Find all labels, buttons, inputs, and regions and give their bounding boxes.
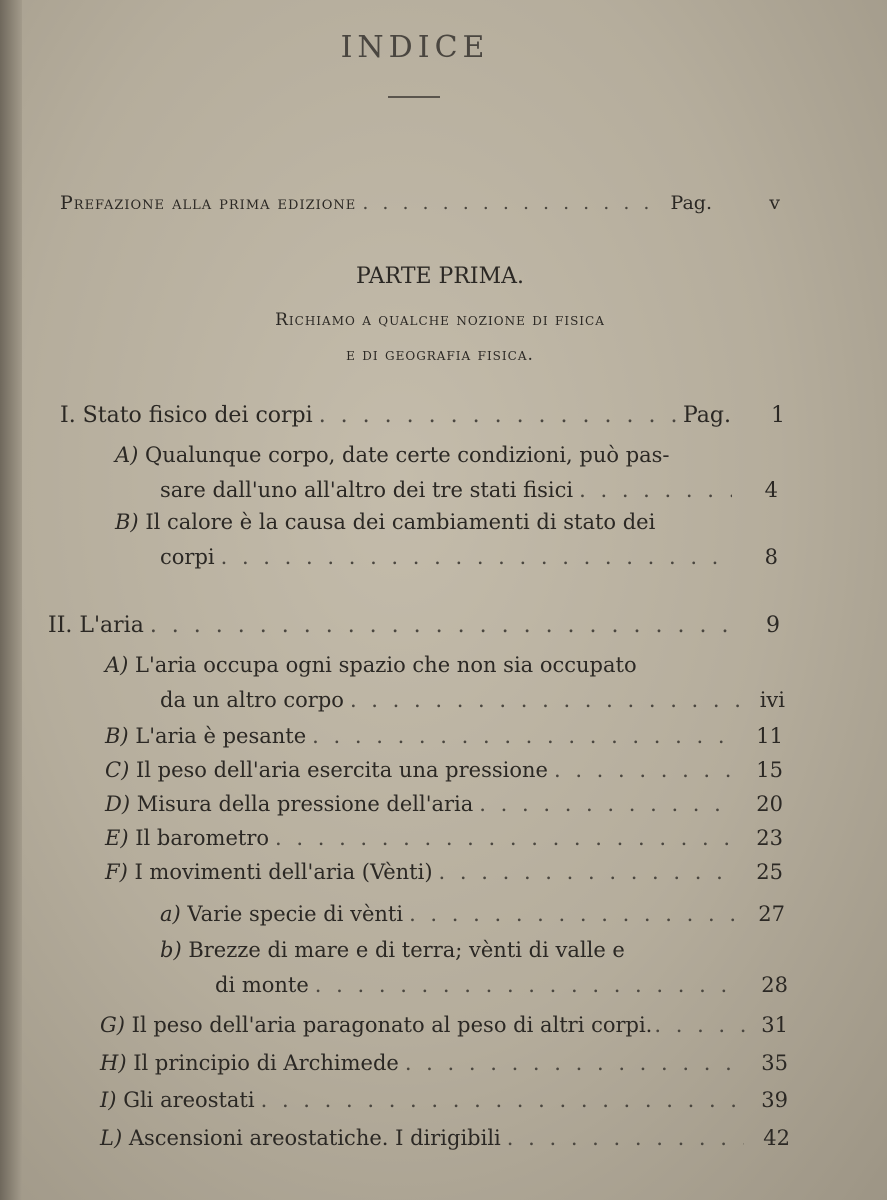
entry-letter: F) (105, 860, 128, 884)
entry-letter: H) (100, 1051, 127, 1075)
toc-entry (100, 1126, 790, 1150)
entry-label: Brezze di mare e di terra; vènti di valle e (188, 938, 625, 962)
entry-letter: A) (105, 653, 129, 677)
page-edge (0, 0, 22, 1200)
leader-dots (654, 1013, 746, 1037)
leader-dots (319, 403, 677, 428)
entry-label: Misura della pressione dell'aria (136, 792, 474, 816)
entry-label: II. L'aria (48, 613, 144, 638)
toc-entry (105, 758, 783, 782)
leader-dots (150, 613, 734, 638)
entry-letter: B) (115, 510, 139, 534)
entry-label: Il barometro (135, 826, 270, 850)
entry-label: I. Stato fisico dei corpi (60, 403, 313, 428)
toc-chapter-1 (60, 403, 785, 428)
entry-label: Il peso dell'aria esercita una pressione (135, 758, 548, 782)
toc-entry (105, 826, 783, 850)
entry-letter: D) (105, 792, 131, 816)
entry-label: da un altro corpo (160, 688, 344, 712)
leader-dots (312, 724, 737, 748)
page-number: 4 (764, 478, 778, 502)
part-subtitle-1: Richiamo a qualche nozione di fisica (275, 310, 605, 330)
leader-dots (275, 826, 737, 850)
page-number: 9 (766, 613, 780, 638)
toc-entry (100, 1088, 788, 1112)
leader-dots (439, 860, 737, 884)
toc-entry (115, 443, 670, 467)
entry-letter: A) (115, 443, 139, 467)
page-number: 1 (771, 403, 785, 428)
leader-dots (409, 902, 739, 926)
leader-dots (362, 192, 664, 214)
toc-subentry-cont (215, 973, 788, 997)
leader-dots (261, 1088, 742, 1112)
toc-entry (100, 1013, 788, 1037)
entry-label: Prefazione alla prima edizione (60, 192, 357, 214)
entry-label: di monte (215, 973, 309, 997)
entry-label: Il calore è la causa dei cambiamenti di stato dei (145, 510, 656, 534)
entry-letter: G) (100, 1013, 125, 1037)
leader-dots (554, 758, 737, 782)
page-number: 15 (756, 758, 783, 782)
pag-label: Pag. (682, 403, 731, 428)
page-title: INDICE (340, 30, 490, 65)
toc-entry-cont (160, 545, 778, 569)
page-number: ivi (759, 688, 785, 712)
entry-label: L'aria occupa ogni spazio che non sia occupato (135, 653, 637, 677)
leader-dots (507, 1126, 744, 1150)
leader-dots (479, 792, 737, 816)
title-rule (388, 96, 440, 98)
leader-dots (579, 478, 732, 502)
toc-entry (100, 1051, 788, 1075)
entry-letter: b) (160, 938, 182, 962)
toc-chapter-2 (48, 613, 780, 638)
entry-label: I movimenti dell'aria (Vènti) (134, 860, 433, 884)
entry-letter: I) (100, 1088, 117, 1112)
toc-entry (105, 860, 783, 884)
toc-entry (105, 792, 783, 816)
toc-entry-cont (160, 688, 785, 712)
leader-dots (221, 545, 732, 569)
entry-label: L'aria è pesante (135, 724, 307, 748)
toc-entry (115, 510, 655, 534)
leader-dots (405, 1051, 742, 1075)
entry-label: Varie specie di vènti (187, 902, 404, 926)
entry-label: sare dall'uno all'altro dei tre stati fisici (160, 478, 574, 502)
toc-subentry (160, 938, 625, 962)
entry-label: Gli areostati (123, 1088, 255, 1112)
leader-dots (315, 973, 742, 997)
page-number: 23 (756, 826, 783, 850)
toc-entry (105, 724, 783, 748)
entry-letter: L) (100, 1126, 123, 1150)
entry-letter: B) (105, 724, 129, 748)
page-number: 28 (761, 973, 788, 997)
pag-label: Pag. (670, 192, 712, 214)
page-number: 31 (761, 1013, 788, 1037)
page-number: 27 (758, 902, 785, 926)
entry-label: Il peso dell'aria paragonato al peso di altri corpi. (131, 1013, 653, 1037)
part-subtitle-2: e di geografia fisica. (346, 345, 534, 365)
toc-entry (105, 653, 637, 677)
entry-label: Il principio di Archimede (133, 1051, 399, 1075)
toc-subentry (160, 902, 785, 926)
entry-letter: a) (160, 902, 181, 926)
page-number: 39 (761, 1088, 788, 1112)
entry-label: corpi (160, 545, 215, 569)
entry-label: Ascensioni areostatiche. I dirigibili (128, 1126, 501, 1150)
page-number: 11 (756, 724, 783, 748)
entry-letter: C) (105, 758, 130, 782)
page-number: 35 (761, 1051, 788, 1075)
page-number: 8 (764, 545, 778, 569)
page-number: v (769, 192, 780, 214)
entry-letter: E) (105, 826, 129, 850)
toc-preface (60, 192, 780, 214)
leader-dots (350, 688, 739, 712)
page-number: 42 (763, 1126, 790, 1150)
page-number: 20 (756, 792, 783, 816)
entry-label: Qualunque corpo, date certe condizioni, può pas- (145, 443, 670, 467)
page-number: 25 (756, 860, 783, 884)
toc-entry-cont (160, 478, 778, 502)
part-title: PARTE PRIMA. (355, 264, 525, 289)
